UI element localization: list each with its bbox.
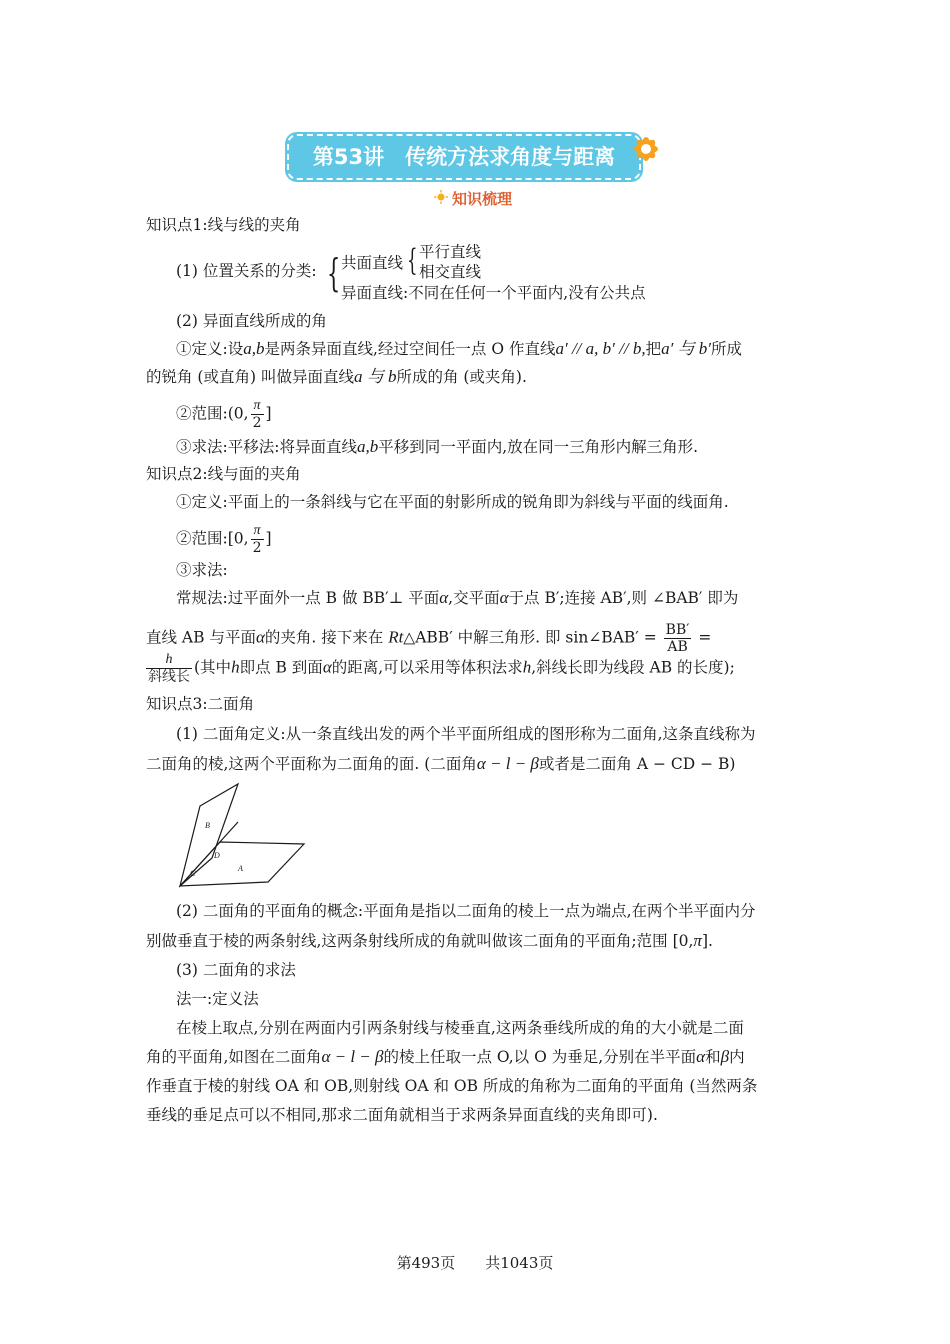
label-a: A [238, 864, 243, 873]
section-title-text: 知识梳理 [452, 190, 513, 208]
label-d: D [214, 851, 220, 860]
outer-brace: { [327, 251, 341, 295]
page-footer: 第493页 共1043页 [396, 1254, 554, 1272]
label-b: B [205, 821, 210, 830]
intersect-label: 相交直线 [419, 263, 482, 281]
skew-def-line1: ①定义:设a,b是两条异面直线,经过空间任一点 O 作直线a′ // a, b′ // b,把a′ 与 b′所成 [176, 339, 743, 358]
dihedral-method-heading: (3) 二面角的求法 [176, 961, 296, 979]
method1-heading: 法一:定义法 [176, 990, 259, 1008]
line-plane-range: ②范围:[0, $\frac{\pi}{2}$ ] [176, 523, 272, 556]
dihedral-def-line1: (1) 二面角定义:从一条直线出发的两个半平面所组成的图形称为二面角,这条直线称为 [176, 725, 756, 743]
method1-body-line2: 角的平面角,如图在二面角α − l − β的棱上任取一点 O,以 O 为垂足,分别在半平面α和β内 [146, 1047, 745, 1066]
line-plane-method: ③求法: [176, 561, 228, 579]
plane-angle-line2: 别做垂直于棱的两条射线,这两条射线所成的角就叫做该二面角的平面角;范围 [0,π]. [146, 931, 713, 950]
normal-method-line3: $\frac{h}{\text{斜线长}}$ (其中h即点 B 到面α的距离,可以采用等体积法求h,斜线长即为线段 AB 的长度); [148, 652, 735, 685]
skew-def-line2: 的锐角 (或直角) 叫做异面直线a 与 b所成的角 (或夹角). [146, 367, 527, 386]
method1-body-line4: 垂线的垂足点可以不相同,那求二面角就相当于求两条异面直线的夹角即可). [146, 1106, 658, 1124]
flower-icon [626, 127, 666, 171]
method1-body-line1: 在棱上取点,分别在两面内引两条射线与棱垂直,这两条垂线所成的角的大小就是二面 [176, 1019, 744, 1037]
classification-lead: (1) 位置关系的分类: [176, 262, 317, 280]
page-title: 第53讲 传统方法求角度与距离 [312, 145, 616, 169]
skew-angle-heading: (2) 异面直线所成的角 [176, 312, 327, 330]
plane-beta [180, 784, 238, 886]
coplanar-label: 共面直线 [341, 254, 404, 272]
kp1-heading: 知识点1:线与线的夹角 [146, 216, 301, 234]
label-c: C [190, 869, 196, 878]
inner-brace: { [407, 243, 418, 278]
edge-line [180, 822, 238, 886]
normal-method-line2: 直线 AB 与平面α的夹角. 接下来在 Rt△ABB′ 中解三角形. 即 sin∠BAB′ = $\frac{BB'}{AB}$ = [146, 622, 712, 655]
skew-range: ②范围:(0, $\frac{\pi}{2}$ ] [176, 398, 272, 431]
dihedral-diagram [172, 780, 312, 890]
kp2-heading: 知识点2:线与面的夹角 [146, 465, 301, 483]
dihedral-def-line2: 二面角的棱,这两个平面称为二面角的面. (二面角α − l − β或者是二面角 A − CD − B) [146, 754, 736, 773]
skew-method: ③求法:平移法:将异面直线a,b平移到同一平面内,放在同一三角形内解三角形. [176, 437, 699, 456]
plane-angle-line1: (2) 二面角的平面角的概念:平面角是指以二面角的棱上一点为端点,在两个半平面内分 [176, 902, 756, 920]
kp3-heading: 知识点3:二面角 [146, 695, 255, 713]
skew-label: 异面直线:不同在任何一个平面内,没有公共点 [341, 284, 646, 302]
method1-body-line3: 作垂直于棱的射线 OA 和 OB,则射线 OA 和 OB 所成的角称为二面角的平面角 (当然两条 [146, 1077, 758, 1095]
normal-method-line1: 常规法:过平面外一点 B 做 BB′⊥ 平面α,交平面α于点 B′;连接 AB′,则 ∠BAB′ 即为 [176, 588, 739, 607]
parallel-label: 平行直线 [419, 243, 482, 261]
pi-over-2-fraction: $\frac{\pi}{2}$ [252, 398, 262, 431]
title-banner [287, 134, 641, 180]
h-over-slant-fraction: $\frac{h}{\text{斜线长}}$ [148, 652, 190, 685]
pi-over-2-fraction: $\frac{\pi}{2}$ [252, 523, 262, 556]
section-title [436, 188, 512, 209]
bb-over-ab-fraction: $\frac{BB'}{AB}$ [665, 622, 690, 655]
line-plane-def: ①定义:平面上的一条斜线与它在平面的射影所成的锐角即为斜线与平面的线面角. [176, 493, 729, 511]
